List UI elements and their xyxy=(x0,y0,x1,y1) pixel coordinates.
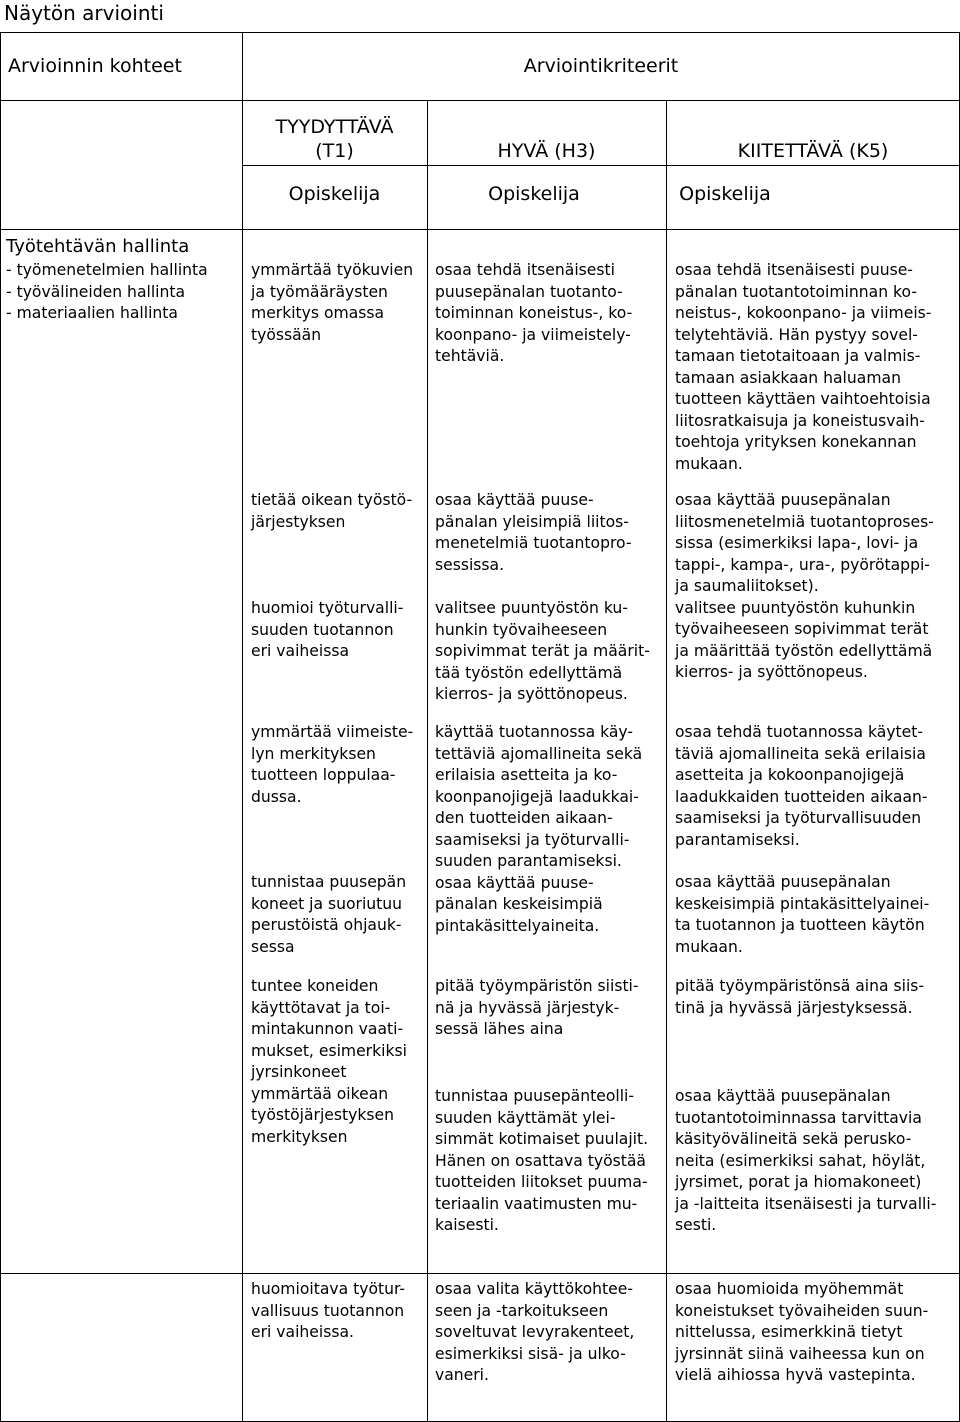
k5-criterion-last: osaa huomioida myöhemmät koneistukset työvaiheiden suun- nittelussa, esimerkkinä tietyt jyrsinnät siinä vaiheessa kun on vielä aihiossa hyvä vastepinta. xyxy=(675,1280,929,1384)
category-title: Työtehtävän hallinta xyxy=(6,236,190,257)
k5-criterion: osaa käyttää puusepänalan keskeisimpiä pintakäsittelyainei- ta tuotannon ja tuotteen käytön mukaan. xyxy=(675,873,930,956)
h3-criterion: käyttää tuotannossa käy- tettäviä ajomallineita sekä erilaisia asetteita ja ko- koonpanojigejä laadukkai- den tuotteiden aikaan- saamiseksi ja työturvalli- suuden parantamiseksi. osaa käyttää puuse- pänalan keskeisimpiä pintakäsittelyaineita. xyxy=(435,723,643,935)
t1-criterion: ymmärtää viimeiste- lyn merkityksen tuotteen loppulaa- dussa. xyxy=(251,723,414,806)
k5-criterion: osaa tehdä tuotannossa käytet- täviä ajomallineita sekä erilaisia asetteita ja kokoonpanojigejä laadukkaiden tuotteiden aikaan- saamiseksi ja työturvallisuuden parantamiseksi. xyxy=(675,723,928,849)
level-header-k5: KIITETTÄVÄ (K5) xyxy=(737,140,889,162)
h3-criterion-last: osaa valita käyttökohtee- seen ja -tarkoitukseen soveltuvat levyrakenteet, esimerkiksi sisä- ja ulko- vaneri. xyxy=(435,1280,635,1384)
k5-criterion: pitää työympäristönsä aina siis- tinä ja hyvässä järjestyksessä. xyxy=(675,977,925,1017)
category-item: - materiaalien hallinta xyxy=(6,304,178,322)
k5-criterion: osaa käyttää puusepänalan tuotantotoiminnassa tarvittavia käsityövälineitä sekä perusko- neita (esimerkiksi sahat, höylät, jyrsimet, porat ja hiomakoneet) ja -laitteita itsenäisesti ja turvalli- sesti. xyxy=(675,1087,937,1234)
page-title: Näytön arviointi xyxy=(4,1,164,25)
t1-criterion: tuntee koneiden käyttötavat ja toi- mintakunnon vaati- mukset, esimerkiksi jyrsinkoneet ymmärtää oikean työstöjärjestyksen merkityksen xyxy=(251,977,407,1146)
level-header-t1: TYYDYTTÄVÄ (T1) xyxy=(275,116,394,162)
category-item: - työmenetelmien hallinta xyxy=(6,261,208,279)
h3-criterion: pitää työympäristön siisti- nä ja hyvässä järjestyk- sessä lähes aina xyxy=(435,977,639,1038)
t1-criterion-last: huomioitava työtur- vallisuus tuotannon eri vaiheissa. xyxy=(251,1280,406,1341)
opiskelija-label-t1: Opiskelija xyxy=(288,183,381,205)
t1-criterion: huomioi työturvalli- suuden tuotannon eri vaiheissa xyxy=(251,599,404,660)
level-header-h3: HYVÄ (H3) xyxy=(497,140,596,162)
t1-criterion: ymmärtää työkuvien ja työmääräysten merkitys omassa työssään xyxy=(251,261,414,344)
k5-criterion: osaa tehdä itsenäisesti puuse- pänalan tuotantotoiminnan ko- neistus-, kokoonpano- ja viimeis- telytehtäviä. Hän pystyy sovel- tamaan tietotaitoaan ja valmis- tamaan asiakkaan haluaman tuotteen käyttäen vaihtoehtoisia liitosratkaisuja ja koneistusvaih- toehtoja yrityksen konekannan mukaan. xyxy=(675,261,932,473)
opiskelija-label-k5: Opiskelija xyxy=(679,183,771,205)
h3-criterion: tunnistaa puusepänteolli- suuden käyttämät ylei- simmät kotimaiset puulajit. Hänen on osattava työstää tuotteiden liitokset puuma- teriaalin vaatimusten mu- kaisesti. xyxy=(435,1087,649,1234)
h3-criterion: osaa käyttää puuse- pänalan yleisimpiä liitos- menetelmiä tuotantopro- sessissa. xyxy=(435,491,632,574)
t1-criterion: tietää oikean työstö- järjestyksen xyxy=(251,491,413,531)
category-item: - työvälineiden hallinta xyxy=(6,283,186,301)
h3-criterion: osaa tehdä itsenäisesti puusepänalan tuotanto- toiminnan koneistus-, ko- koonpano- ja viimeistely- tehtäviä. xyxy=(435,261,633,365)
column-header-kohteet: Arvioinnin kohteet xyxy=(8,55,182,77)
column-header-kriteerit: Arviointikriteerit xyxy=(523,55,679,77)
h3-criterion: valitsee puuntyöstön ku- hunkin työvaiheeseen sopivimmat terät ja määrit- tää työstön edellyttämä kierros- ja syöttönopeus. xyxy=(435,599,650,703)
opiskelija-label-h3: Opiskelija xyxy=(488,183,580,205)
t1-criterion: tunnistaa puusepän koneet ja suoriutuu perustöistä ohjauk- sessa xyxy=(251,873,407,956)
k5-criterion: osaa käyttää puusepänalan liitosmenetelmiä tuotantoproses- sissa (esimerkiksi lapa-, lovi- ja tappi-, kampa-, ura-, pyörötappi- ja saumaliitokset). valitsee puuntyöstön kuhunkin työvaiheeseen sopivimmat terät ja määrittää työstön edellyttämä kierros- ja syöttönopeus. xyxy=(675,491,934,681)
